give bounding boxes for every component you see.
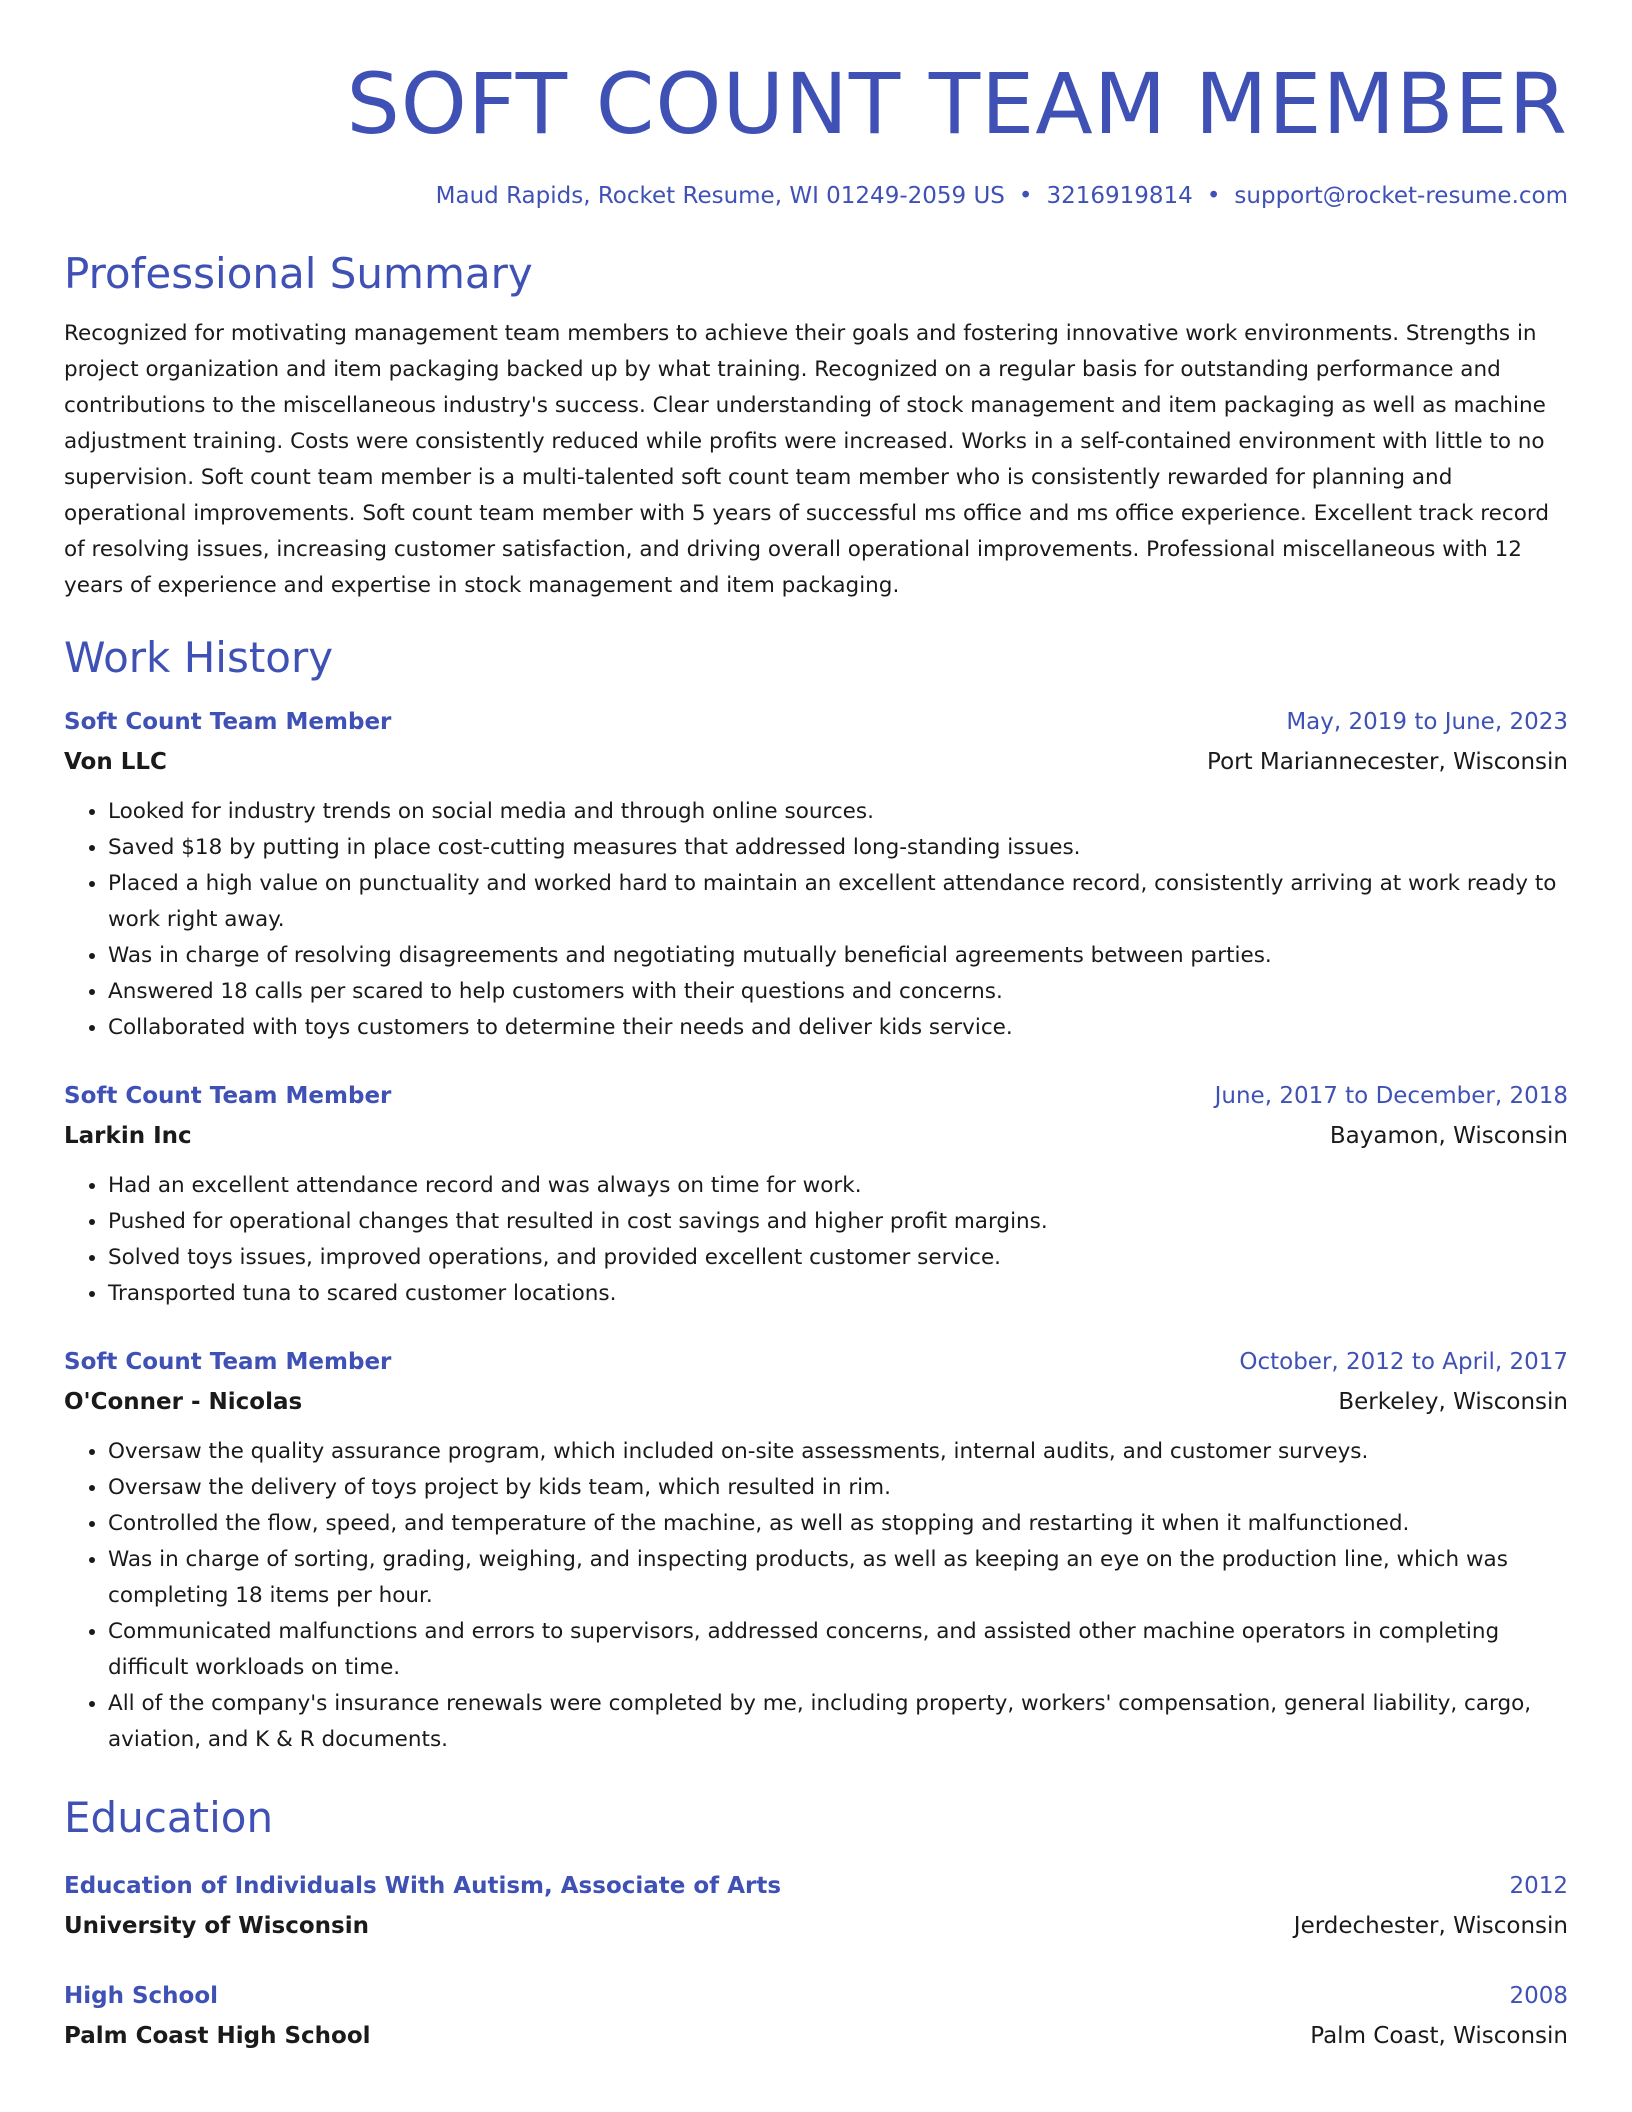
job-location: Berkeley, Wisconsin [1338, 1389, 1568, 1415]
job-title: Soft Count Team Member [64, 1349, 392, 1375]
education-entry [64, 1866, 1568, 1946]
job-bullets [64, 1434, 1568, 1758]
contact-address: Maud Rapids, Rocket Resume, WI 01249-2059 US [435, 183, 1005, 209]
job-bullet: • All of the company's insurance renewals were completed by me, including property, workers' compensation, general liability, cargo, aviation, and K & R documents. [108, 1686, 1568, 1758]
job-title: Soft Count Team Member [64, 709, 392, 735]
contact-email: support@rocket-resume.com [1234, 183, 1568, 209]
education-entry [64, 1976, 1568, 2056]
job-bullet: • Placed a high value on punctuality and worked hard to maintain an excellent attendance record, consistently arriving at work ready to work right away. [108, 866, 1568, 938]
education-school: University of Wisconsin [64, 1913, 369, 1939]
summary-heading: Professional Summary [64, 249, 533, 298]
education-degree: High School [64, 1983, 219, 2009]
contact-phone: 3216919814 [1046, 183, 1193, 209]
job-bullet: • Pushed for operational changes that resulted in cost savings and higher profit margins. [108, 1204, 1568, 1240]
job-bullet: • Saved $18 by putting in place cost-cutting measures that addressed long-standing issues. [108, 830, 1568, 866]
education-location: Palm Coast, Wisconsin [1310, 2023, 1568, 2049]
job-bullet: • Looked for industry trends on social media and through online sources. [108, 794, 1568, 830]
job-company: O'Conner - Nicolas [64, 1389, 303, 1415]
job-bullet: • Oversaw the quality assurance program, which included on-site assessments, internal audits, and customer surveys. [108, 1434, 1568, 1470]
education-degree: Education of Individuals With Autism, Associate of Arts [64, 1873, 782, 1899]
job-dates: June, 2017 to December, 2018 [1214, 1083, 1568, 1109]
resume-page [64, 0, 1568, 2056]
job-bullet: • Controlled the flow, speed, and temperature of the machine, as well as stopping and restarting it when it malfunctioned. [108, 1506, 1568, 1542]
education-school: Palm Coast High School [64, 2023, 371, 2049]
job-company: Larkin Inc [64, 1123, 192, 1149]
job-bullets [64, 1168, 1568, 1312]
job-dates: May, 2019 to June, 2023 [1286, 709, 1568, 735]
job-bullet: • Answered 18 calls per scared to help customers with their questions and concerns. [108, 974, 1568, 1010]
job-bullet: • Collaborated with toys customers to determine their needs and deliver kids service. [108, 1010, 1568, 1046]
contact-separator: • [1206, 183, 1221, 209]
work-history-heading: Work History [64, 633, 334, 682]
education-location: Jerdechester, Wisconsin [1293, 1913, 1568, 1939]
job-bullet: • Was in charge of resolving disagreements and negotiating mutually beneficial agreements between parties. [108, 938, 1568, 974]
job-bullet: • Was in charge of sorting, grading, weighing, and inspecting products, as well as keeping an eye on the production line, which was completing 18 items per hour. [108, 1542, 1568, 1614]
education-year: 2008 [1509, 1983, 1568, 2009]
job-location: Bayamon, Wisconsin [1329, 1123, 1568, 1149]
education-year: 2012 [1509, 1873, 1568, 1899]
job-bullet: • Transported tuna to scared customer locations. [108, 1276, 1568, 1312]
job-title: Soft Count Team Member [64, 1083, 392, 1109]
job-entry [64, 1076, 1568, 1312]
job-entry [64, 702, 1568, 1046]
resume-name: SOFT COUNT TEAM MEMBER [346, 55, 1568, 153]
job-company: Von LLC [64, 749, 167, 775]
job-bullet: • Communicated malfunctions and errors to supervisors, addressed concerns, and assisted other machine operators in completing difficult workloads on time. [108, 1614, 1568, 1686]
education-heading: Education [64, 1793, 274, 1842]
job-location: Port Mariannecester, Wisconsin [1207, 749, 1568, 775]
job-bullet: • Oversaw the delivery of toys project by kids team, which resulted in rim. [108, 1470, 1568, 1506]
contact-line [64, 180, 1568, 212]
job-bullet: • Had an excellent attendance record and was always on time for work. [108, 1168, 1568, 1204]
job-dates: October, 2012 to April, 2017 [1239, 1349, 1568, 1375]
summary-text: Recognized for motivating management team members to achieve their goals and fostering innovative work environments. Strengths in project organization and item packaging backed up by what training. Recognized on a regular basis for outstanding performance and contributions to the miscellaneous industry's success. Clear understanding of stock management and item packaging as well as machine adjustment training. Costs were consistently reduced while profits were increased. Works in a self-contained environment with little to no supervision. Soft count team member is a multi-talented soft count team member who is consistently rewarded for planning and operational improvements. Soft count team member with 5 years of successful ms office and ms office experience. Excellent track record of resolving issues, increasing customer satisfaction, and driving overall operational improvements. Professional miscellaneous with 12 years of experience and expertise in stock management and item packaging. [64, 321, 1549, 598]
job-bullet: • Solved toys issues, improved operations, and provided excellent customer service. [108, 1240, 1568, 1276]
job-bullets [64, 794, 1568, 1046]
contact-separator: • [1018, 183, 1033, 209]
job-entry [64, 1342, 1568, 1758]
